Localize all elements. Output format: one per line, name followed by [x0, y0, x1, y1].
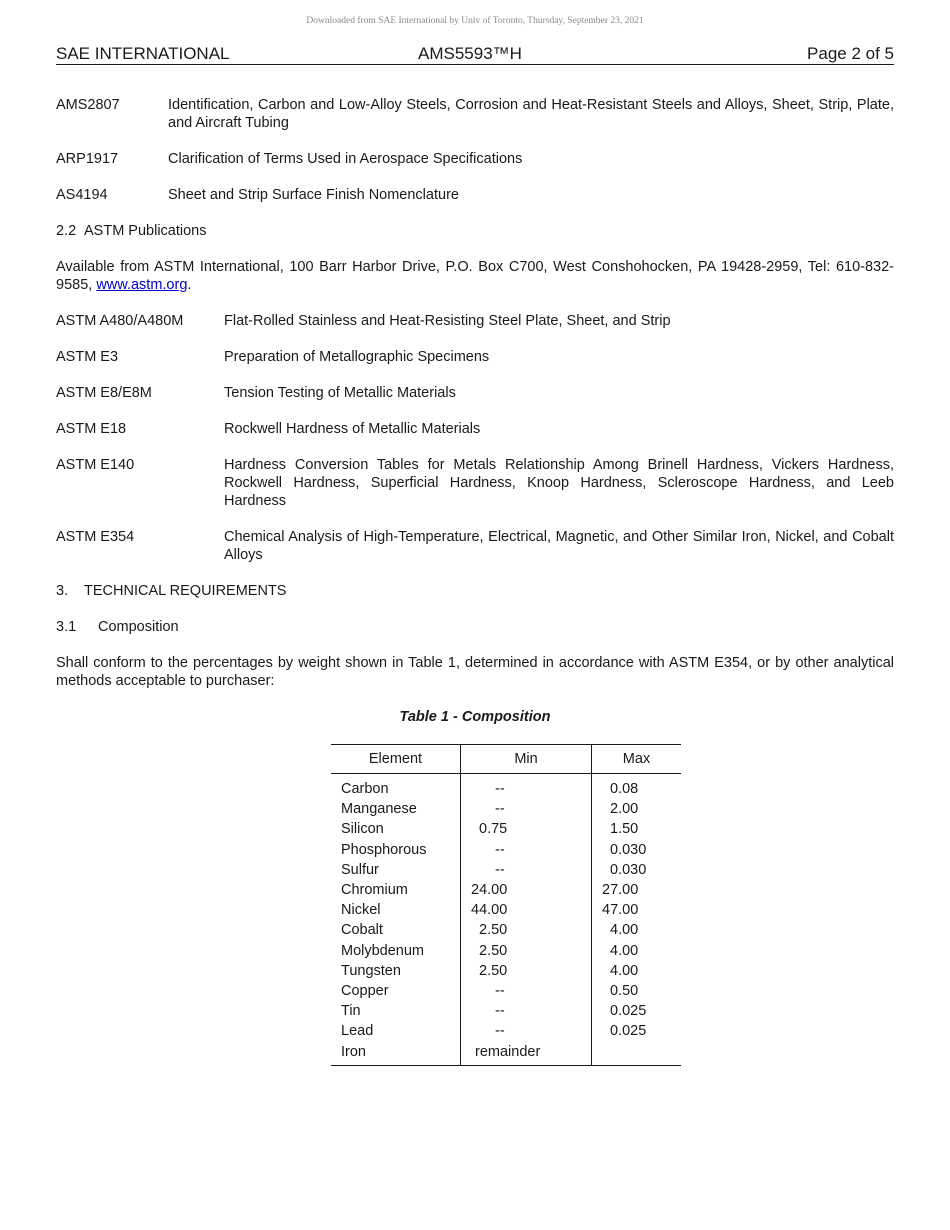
reference-title: Hardness Conversion Tables for Metals Relationship Among Brinell Hardness, Vickers Hardness, Rockwell Hardness, Superficial Hardness, Knoop Hardness, Scleroscope Hardness, and Leeb Hardness — [224, 457, 894, 509]
column-header-min: Min — [461, 745, 592, 774]
section-number: 3. — [56, 583, 69, 599]
reference-item — [56, 186, 894, 204]
document-body — [56, 96, 894, 1066]
cell-max: 4.00 — [592, 961, 682, 981]
cell-element: Copper — [341, 982, 389, 999]
reference-code: ASTM E8/E8M — [56, 385, 152, 401]
section-heading-3-1 — [56, 618, 894, 636]
cell-min: 2.50 — [461, 920, 592, 940]
header-page-number: Page 2 of 5 — [807, 44, 894, 63]
cell-min: 44.00 — [461, 900, 592, 920]
cell-element: Tungsten — [341, 962, 401, 979]
table-row — [331, 1041, 681, 1065]
table-row — [331, 920, 681, 940]
cell-min: -- — [461, 1001, 592, 1021]
page-header — [56, 44, 894, 65]
cell-max: 1.50 — [592, 819, 682, 839]
reference-title: Preparation of Metallographic Specimens — [224, 349, 490, 365]
cell-element: Nickel — [341, 902, 381, 919]
reference-item — [56, 312, 894, 330]
section-title: Composition — [98, 619, 179, 635]
cell-max: 0.030 — [592, 860, 682, 880]
reference-code: AMS2807 — [56, 97, 120, 113]
cell-element: Molybdenum — [341, 942, 425, 959]
table-row — [331, 774, 681, 800]
table-caption: Table 1 - Composition — [399, 709, 551, 725]
table-row — [331, 819, 681, 839]
cell-min: -- — [461, 774, 592, 800]
cell-min: -- — [461, 1021, 592, 1041]
reference-item — [56, 96, 894, 132]
reference-title: Sheet and Strip Surface Finish Nomenclature — [168, 187, 459, 203]
cell-min: -- — [461, 981, 592, 1001]
cell-min: -- — [461, 840, 592, 860]
section-number: 2.2 — [56, 223, 77, 239]
section-title: ASTM Publications — [84, 223, 207, 239]
table-row — [331, 941, 681, 961]
table-row — [331, 880, 681, 900]
reference-item — [56, 348, 894, 366]
column-header-element: Element — [331, 745, 461, 774]
reference-item — [56, 456, 894, 510]
astm-intro-end: . — [187, 277, 192, 293]
reference-code: AS4194 — [56, 187, 108, 203]
astm-intro-text: Available from ASTM International, 100 Barr Harbor Drive, P.O. Box C700, West Conshohocken, PA 19428-2959, Tel: 610-832-9585, — [56, 259, 894, 293]
header-org: SAE INTERNATIONAL — [56, 44, 230, 63]
header-doc-number: AMS5593™H — [418, 44, 522, 63]
cell-max: 0.025 — [592, 1001, 682, 1021]
table-row — [331, 900, 681, 920]
astm-availability-paragraph — [56, 258, 894, 294]
reference-title: Clarification of Terms Used in Aerospace Specifications — [168, 151, 523, 167]
table-row — [331, 860, 681, 880]
cell-min: 0.75 — [461, 819, 592, 839]
cell-min: -- — [461, 860, 592, 880]
cell-min: 2.50 — [461, 941, 592, 961]
cell-element: Lead — [341, 1023, 374, 1040]
composition-table — [331, 744, 681, 1066]
reference-code: ASTM E354 — [56, 529, 135, 545]
table-row — [331, 1021, 681, 1041]
cell-max: 0.08 — [592, 774, 682, 800]
reference-title: Tension Testing of Metallic Materials — [224, 385, 456, 401]
table-row — [331, 1001, 681, 1021]
reference-item — [56, 384, 894, 402]
cell-min: -- — [461, 799, 592, 819]
cell-min: remainder — [461, 1041, 592, 1065]
table-row — [331, 961, 681, 981]
table-row — [331, 799, 681, 819]
cell-max: 47.00 — [592, 900, 682, 920]
reference-title: Flat-Rolled Stainless and Heat-Resisting Steel Plate, Sheet, and Strip — [224, 313, 671, 329]
cell-max: 2.00 — [592, 799, 682, 819]
section-heading-2-2 — [56, 222, 894, 240]
cell-element: Silicon — [341, 821, 384, 838]
table-header-row — [331, 745, 681, 774]
cell-element: Carbon — [341, 781, 389, 798]
cell-max: 0.50 — [592, 981, 682, 1001]
table-row — [331, 981, 681, 1001]
reference-title: Identification, Carbon and Low-Alloy Steels, Corrosion and Heat-Resistant Steels and Alloys, Sheet, Strip, Plate, and Aircraft Tubing — [168, 97, 894, 131]
cell-element: Chromium — [341, 882, 408, 899]
reference-code: ARP1917 — [56, 151, 119, 167]
reference-code: ASTM E140 — [56, 457, 135, 473]
reference-item — [56, 528, 894, 564]
cell-min: 24.00 — [461, 880, 592, 900]
cell-element: Cobalt — [341, 922, 383, 939]
cell-element: Manganese — [341, 801, 417, 818]
table-row — [331, 840, 681, 860]
cell-element: Phosphorous — [341, 841, 427, 858]
cell-max: 27.00 — [592, 880, 682, 900]
reference-item — [56, 150, 894, 168]
column-header-max: Max — [592, 745, 682, 774]
reference-item — [56, 420, 894, 438]
reference-code: ASTM E18 — [56, 421, 127, 437]
cell-max: 0.030 — [592, 840, 682, 860]
reference-title: Rockwell Hardness of Metallic Materials — [224, 421, 481, 437]
cell-element: Tin — [341, 1003, 361, 1020]
astm-website-link[interactable]: www.astm.org — [96, 277, 188, 293]
cell-element: Iron — [331, 1041, 461, 1065]
cell-min: 2.50 — [461, 961, 592, 981]
cell-max — [592, 1041, 682, 1065]
section-heading-3 — [56, 582, 894, 600]
reference-code: ASTM A480/A480M — [56, 313, 184, 329]
cell-max: 4.00 — [592, 920, 682, 940]
reference-code: ASTM E3 — [56, 349, 119, 365]
cell-max: 4.00 — [592, 941, 682, 961]
composition-table-body — [331, 774, 681, 1066]
composition-paragraph: Shall conform to the percentages by weight shown in Table 1, determined in accordance with ASTM E354, or by other analytical methods acceptable to purchaser: — [56, 655, 894, 689]
cell-element: Sulfur — [341, 861, 379, 878]
download-watermark: Downloaded from SAE International by Univ of Toronto, Thursday, September 23, 2021 — [306, 16, 644, 26]
section-number: 3.1 — [56, 619, 77, 635]
reference-title: Chemical Analysis of High-Temperature, Electrical, Magnetic, and Other Similar Iron, Nickel, and Cobalt Alloys — [224, 529, 894, 563]
section-title: TECHNICAL REQUIREMENTS — [84, 583, 287, 599]
cell-max: 0.025 — [592, 1021, 682, 1041]
